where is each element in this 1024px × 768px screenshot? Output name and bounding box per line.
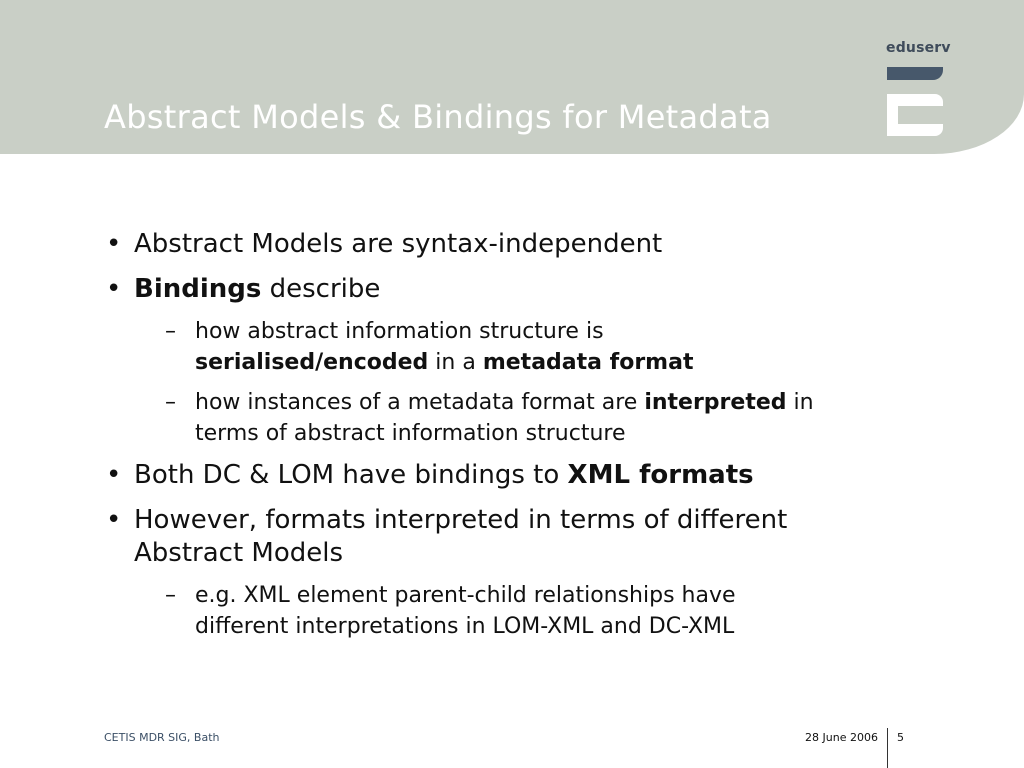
bullet-bold-text: Bindings — [134, 274, 262, 304]
sub-bullet-text: in a — [428, 350, 483, 375]
bullet-icon: • — [106, 460, 122, 490]
bullet-item — [106, 459, 754, 492]
sub-bullet-bold-text: interpreted — [644, 390, 787, 415]
bullet-text: However, formats interpreted in terms of different — [134, 505, 788, 535]
sub-bullet-item — [165, 316, 694, 378]
sub-bullet-text: how abstract information structure is — [195, 319, 604, 344]
sub-bullet-text: different interpretations in LOM-XML and DC-XML — [195, 614, 735, 639]
bullet-item — [106, 273, 381, 306]
dash-icon: – — [165, 319, 176, 344]
slide-title: Abstract Models & Bindings for Metadata — [104, 98, 772, 136]
sub-bullet-text: how instances of a metadata format are — [195, 390, 645, 415]
footer-date: 28 June 2006 — [805, 731, 878, 744]
bullet-text: describe — [261, 274, 381, 304]
logo-wordmark: eduserv — [886, 40, 951, 56]
bullet-icon: • — [106, 274, 122, 304]
sub-bullet-text: in — [786, 390, 814, 415]
logo-bar-shape — [887, 67, 943, 80]
bullet-item — [106, 228, 663, 261]
sub-bullet-bold-text: serialised/encoded — [195, 350, 429, 375]
sub-bullet-item — [165, 387, 814, 449]
sub-bullet-text: terms of abstract information structure — [195, 421, 626, 446]
sub-bullet-bold-text: metadata format — [482, 350, 694, 375]
footer-event: CETIS MDR SIG, Bath — [104, 731, 220, 744]
bullet-bold-text: XML formats — [567, 460, 754, 490]
dash-icon: – — [165, 390, 176, 415]
bullet-icon: • — [106, 505, 122, 535]
bullet-text: Both DC & LOM have bindings to — [134, 460, 568, 490]
sub-bullet-text: e.g. XML element parent-child relationships have — [195, 583, 736, 608]
bullet-text: Abstract Models are syntax-independent — [134, 229, 663, 259]
bullet-item — [106, 504, 788, 570]
logo-e-shape — [887, 94, 943, 136]
bullet-icon: • — [106, 229, 122, 259]
footer-divider — [887, 728, 888, 768]
sub-bullet-item — [165, 580, 736, 642]
dash-icon: – — [165, 583, 176, 608]
page-number: 5 — [897, 731, 904, 744]
bullet-text: Abstract Models — [134, 538, 344, 568]
